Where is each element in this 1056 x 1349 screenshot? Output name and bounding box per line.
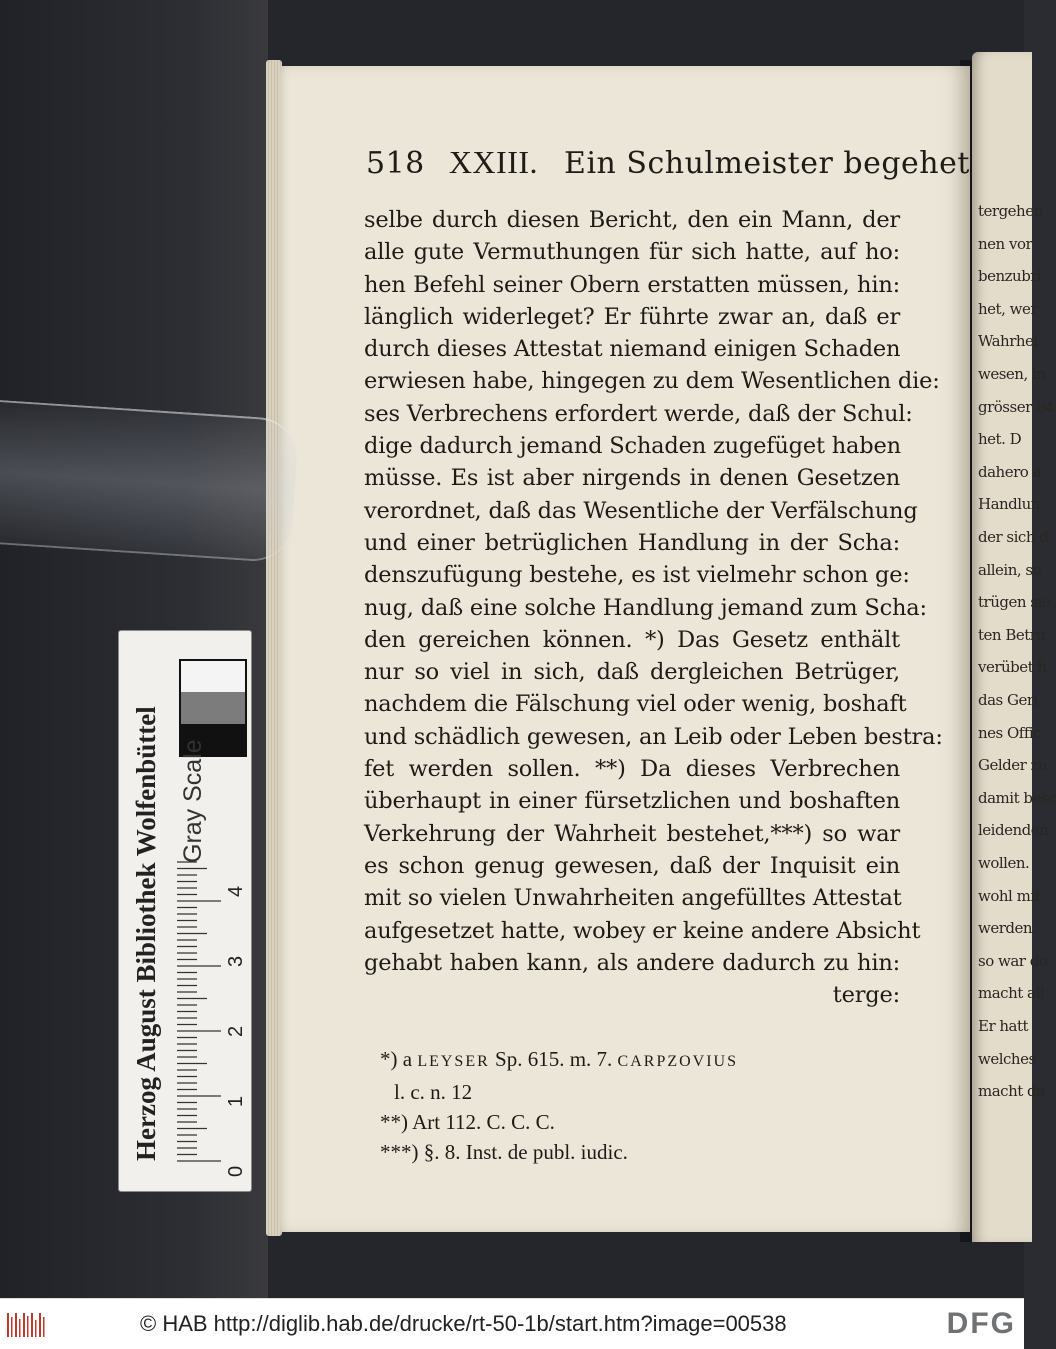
footnote: ***) §. 8. Inst. de publ. iudic. (380, 1140, 628, 1164)
text-line: alle gute Vermuthungen für sich hatte, auf ho: (364, 239, 900, 266)
text-line: Verkehrung der Wahrheit bestehet,***) so war (364, 820, 900, 847)
catchword: terge: (832, 982, 900, 1009)
glass-weight (0, 400, 299, 564)
next-page-line: macht da (978, 1082, 1045, 1101)
next-page-line: allein, so (978, 560, 1042, 579)
running-head-title: Ein Schulmeister begehet (564, 146, 970, 181)
next-page-line: wesen, in (978, 365, 1046, 383)
text-line: denszufügung bestehe, es ist vielmehr schon ge: (364, 562, 910, 589)
ruler-number: 2 (225, 1025, 247, 1037)
running-head (366, 144, 970, 188)
chapter-numeral: XXIII. (448, 144, 538, 180)
next-page-line: verübet h (978, 658, 1047, 677)
body-text (364, 204, 943, 1011)
next-page-line: het, wer (978, 299, 1037, 318)
next-page-line: so war do (978, 951, 1048, 970)
ruler-number: 1 (225, 1095, 247, 1107)
text-line: gehabt haben kann, als andere dadurch zu hin: (364, 949, 900, 976)
text-line: mit so vielen Unwahrheiten angefülltes Attestat (364, 885, 902, 912)
text-line: überhaupt in einer fürsetzlichen und boshaften (364, 788, 900, 815)
text-line: aufgesetzet hatte, wobey er keine andere Absicht (364, 917, 921, 944)
footnote: *) a LEYSER Sp. 615. m. 7. CARPZOVIUS (380, 1047, 739, 1071)
dfg-logo: DFG (946, 1307, 1016, 1340)
ruler-ticks (175, 871, 225, 1171)
text-line: es schon genug gewesen, daß der Inquisit ein (364, 852, 900, 879)
next-page-line: damit besc (978, 788, 1056, 807)
next-page-line: Handlun (978, 495, 1040, 514)
footnote-continuation: l. c. n. 12 (394, 1080, 473, 1104)
source-url[interactable]: © HAB http://diglib.hab.de/drucke/rt-50-1b/start.htm?image=00538 (140, 1311, 787, 1336)
next-page-line: tergehen (978, 202, 1043, 220)
gray-scale-label: Gray Scale (179, 739, 207, 863)
next-page-line: Wahrhei (978, 332, 1038, 351)
ruler-institution: Herzog August Bibliothek Wolfenbüttel (131, 706, 161, 1161)
next-page-line: wollen. (978, 854, 1030, 872)
swatch-gray (181, 692, 245, 723)
page-number: 518 (366, 146, 425, 181)
next-page-line: trügen sie (978, 593, 1051, 612)
text-line: und einer betrüglichen Handlung in der Scha: (364, 529, 900, 556)
next-page-line: wohl mit (978, 886, 1041, 905)
text-line: erwiesen habe, hingegen zu dem Wesentlichen die: (364, 368, 940, 395)
ruler-number: 0 (225, 1165, 247, 1177)
next-page-line: ten Betru (978, 625, 1046, 644)
next-page-line: werden. (978, 919, 1037, 938)
next-page-line: nes Offic (978, 723, 1042, 742)
next-page-line: welches (978, 1049, 1036, 1068)
footnote: **) Art 112. C. C. C. (380, 1110, 555, 1134)
text-line: müsse. Es ist aber nirgends in denen Gesetzen (364, 465, 900, 492)
next-page-fragment (972, 52, 1056, 1242)
next-page-line: macht all (978, 984, 1045, 1003)
ruler-number: 3 (225, 955, 247, 967)
text-line: nug, daß eine solche Handlung jemand zum Scha: (364, 594, 927, 621)
next-page-line: der sich d (978, 528, 1049, 546)
footer-bar (0, 1298, 1024, 1349)
ruler-number: 4 (225, 885, 247, 897)
next-page-line: nen vor (978, 234, 1033, 253)
text-line: länglich widerleget? Er führte zwar an, daß er (364, 303, 900, 330)
next-page-line: het. D (978, 430, 1022, 449)
text-line: dige dadurch jemand Schaden zugefüget haben (364, 433, 901, 460)
text-line: hen Befehl seiner Obern erstatten müssen, hin: (364, 271, 900, 298)
footnotes (380, 1044, 900, 1167)
next-page-line: grösser ist (978, 397, 1054, 416)
text-line: nachdem die Fälschung viel oder wenig, boshaft (364, 691, 907, 718)
color-ruler (118, 630, 252, 1192)
text-line: nur so viel in sich, daß dergleichen Betrüger, (364, 659, 900, 686)
swatch-white (181, 661, 245, 692)
next-page-line: benzubri (978, 267, 1042, 286)
text-line: selbe durch diesen Bericht, den ein Mann, der (364, 207, 900, 233)
next-page-line: dahero a (978, 462, 1041, 481)
barcode-icon (6, 1311, 46, 1339)
text-line: und schädlich gewesen, an Leib oder Leben bestra: (364, 723, 943, 750)
text-line: fet werden sollen. **) Da dieses Verbrechen (364, 756, 900, 783)
text-line: verordnet, daß das Wesentliche der Verfälschung (364, 497, 918, 524)
text-line: durch dieses Attestat niemand einigen Schaden (364, 336, 901, 363)
next-page-line: das Geri (978, 691, 1038, 709)
text-line: ses Verbrechens erfordert werde, daß der Schul: (364, 400, 913, 427)
next-page-line: Gelder zu (978, 756, 1048, 775)
next-page-line: Er hatt (978, 1017, 1029, 1035)
text-line: den gereichen können. *) Das Gesetz enthält (364, 626, 900, 653)
next-page-line: leidenden (978, 821, 1049, 840)
